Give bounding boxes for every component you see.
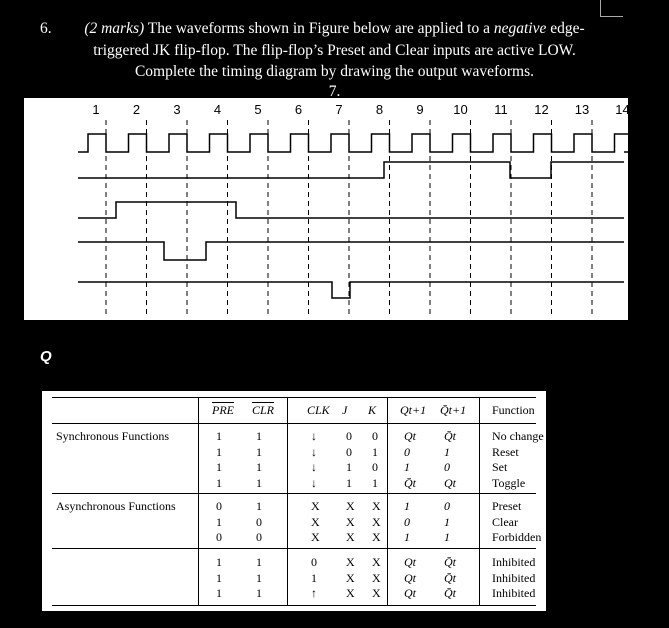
clock-number-5: 5 [254, 102, 262, 117]
table-cell: 1 [404, 499, 410, 513]
table-vrule-2 [287, 397, 288, 605]
table-cell: 1 [404, 530, 410, 544]
table-cell: Qt [404, 586, 416, 600]
table-cell: 1 [256, 570, 262, 585]
question-emphasis: negative [493, 20, 547, 37]
wave-j [78, 162, 624, 178]
table-cell: X [372, 586, 381, 600]
table-cell: 1 [216, 514, 222, 529]
table-cell: X [346, 555, 355, 569]
table-cell: Qt [404, 570, 416, 585]
table-cell: X [346, 570, 355, 585]
table-cell: ↓ [311, 475, 317, 490]
table-cell: 1 [256, 475, 262, 490]
table-cell: 1 [346, 460, 352, 474]
table-cell: 1 [444, 444, 450, 459]
table-vrule-4 [479, 397, 480, 605]
table-cell: 1 [216, 475, 222, 490]
table-cell: X [311, 514, 320, 529]
table-cell: Q̄t [444, 555, 456, 569]
table-cell: Qt [404, 429, 416, 443]
table-cell: 0 [346, 444, 352, 459]
question-line-2: triggered JK flip-flop. The flip-flop’s Preset and Clear inputs are active LOW. [93, 42, 576, 59]
table-cell: ↓ [311, 460, 317, 474]
table-cell: Clear [492, 514, 518, 529]
table-header-4: K [368, 403, 377, 417]
window-corner [600, 0, 623, 17]
table-cell: No change [492, 429, 544, 443]
table-cell: X [372, 570, 381, 585]
table-cell: 1 [404, 460, 410, 474]
table-cell: 1 [216, 586, 222, 600]
table-cell: Set [492, 460, 508, 474]
table-rule-top [52, 397, 536, 398]
table-cell: X [372, 514, 381, 529]
table-cell: Qt [404, 555, 416, 569]
label-q: Q [40, 348, 52, 365]
timing-diagram [24, 98, 628, 320]
table-cell: Q̄t [444, 586, 456, 600]
clock-number-6: 6 [294, 102, 303, 117]
table-header-0: $\overline{PRE}$ [212, 403, 234, 417]
table-cell: 1 [256, 429, 262, 443]
table-cell: 0 [216, 530, 222, 544]
table-cell: Toggle [492, 475, 526, 490]
table-header-7: Function [492, 403, 535, 417]
jk-truth-table [42, 391, 546, 611]
clock-number-10: 10 [453, 102, 468, 117]
table-cell: 1 [372, 444, 378, 459]
waveforms [78, 134, 633, 298]
clock-number-2: 2 [132, 102, 141, 117]
label-k: K [44, 206, 55, 223]
table-vrule-1 [198, 397, 199, 605]
clock-grid [106, 120, 633, 318]
table-cell: 1 [256, 555, 262, 569]
table-cell: X [311, 499, 320, 513]
table-rule-2 [52, 548, 536, 549]
table-cell: 1 [256, 444, 262, 459]
wave-clk [78, 134, 633, 152]
table-cell: 0 [346, 429, 352, 443]
table-cell: X [311, 530, 320, 544]
table-vrule-3 [387, 397, 388, 605]
question-marks: (2 marks) [84, 20, 145, 37]
table-cell: 1 [444, 514, 450, 529]
clock-numbers [92, 102, 629, 117]
table-cell: X [372, 555, 381, 569]
group-label-1: Asynchronous Functions [56, 499, 176, 513]
clock-number-8: 8 [375, 102, 384, 117]
table-cell: 0 [444, 460, 450, 474]
table-cell: Q̄t [444, 429, 456, 443]
clock-number-3: 3 [173, 102, 181, 117]
question-line-3: Complete the timing diagram by drawing the output waveforms. [134, 63, 535, 80]
table-cell: 0 [404, 444, 410, 459]
clock-number-11: 11 [494, 102, 508, 117]
question-line-1 [0, 20, 669, 38]
table-cell: Forbidden [492, 530, 542, 544]
table-cell: X [346, 586, 355, 600]
label-clr: $\overline{CLR}$ [24, 286, 55, 303]
table-cell: Q̄t [444, 570, 456, 585]
table-header-6: Q̄t+1 [440, 403, 467, 417]
clock-number-1: 1 [92, 102, 100, 117]
table-cell: 1 [216, 555, 222, 569]
table-cell: X [372, 530, 381, 544]
table-cell: 1 [216, 570, 222, 585]
clock-number-12: 12 [534, 102, 549, 117]
table-rule-header [52, 423, 536, 424]
clock-number-14: 14 [615, 102, 630, 117]
table-cell: Qt [444, 475, 456, 490]
question-text-b: edge- [546, 20, 585, 37]
table-rule-bottom [52, 605, 536, 606]
table-cell: 0 [256, 530, 262, 544]
table-cell: ↓ [311, 429, 317, 443]
group-label-0: Synchronous Functions [56, 429, 170, 443]
clock-number-7: 7 [335, 102, 343, 117]
table-cell: X [346, 514, 355, 529]
question-line-4: 7. [328, 83, 341, 100]
table-cell: 1 [216, 429, 222, 443]
table-cell: ↓ [311, 444, 317, 459]
clock-number-9: 9 [416, 102, 424, 117]
table-cell: Inhibited [492, 586, 536, 600]
table-cell: 0 [444, 499, 450, 513]
table-cell: 0 [216, 499, 222, 513]
label-pre: $\overline{PRE}$ [24, 246, 55, 263]
table-cell: Preset [492, 499, 522, 513]
wave-clr [78, 282, 624, 298]
table-cell: 0 [311, 555, 317, 569]
table-cell: 1 [216, 460, 222, 474]
table-cell: Reset [492, 444, 519, 459]
table-cell: 1 [256, 586, 262, 600]
table-cell: 0 [404, 514, 410, 529]
table-cell: 1 [346, 475, 352, 490]
table-header-2: CLK [307, 403, 330, 417]
clock-number-4: 4 [213, 102, 222, 117]
table-cell: 0 [372, 429, 378, 443]
table-cell: Q̄t [404, 475, 416, 490]
table-cell: X [346, 499, 355, 513]
wave-pre [78, 242, 624, 260]
table-cell: X [346, 530, 355, 544]
question-text-a: The waveforms shown in Figure below are applied to a [144, 20, 494, 37]
table-cell: Inhibited [492, 555, 536, 569]
table-cell: 1 [372, 475, 378, 490]
table-cell: 0 [372, 460, 378, 474]
table-header-5: Qt+1 [400, 403, 427, 417]
table-cell: Inhibited [492, 570, 536, 585]
question-number: 6. [40, 20, 52, 37]
label-j: J [48, 166, 57, 183]
table-cell: X [372, 499, 381, 513]
table-cell: 1 [311, 570, 317, 585]
table-cell: 0 [256, 514, 262, 529]
table-header-1: $\overline{CLR}$ [252, 403, 275, 417]
table-header-3: J [342, 403, 348, 417]
wave-k [78, 202, 624, 218]
table-cell: ↑ [311, 586, 317, 600]
table-cell: 1 [256, 460, 262, 474]
table-cell: 1 [256, 499, 262, 513]
table-rule-1 [52, 493, 536, 494]
clock-number-13: 13 [574, 102, 590, 117]
label-clk: CLK [24, 126, 55, 143]
table-cell: 1 [444, 530, 450, 544]
table-cell: 1 [216, 444, 222, 459]
